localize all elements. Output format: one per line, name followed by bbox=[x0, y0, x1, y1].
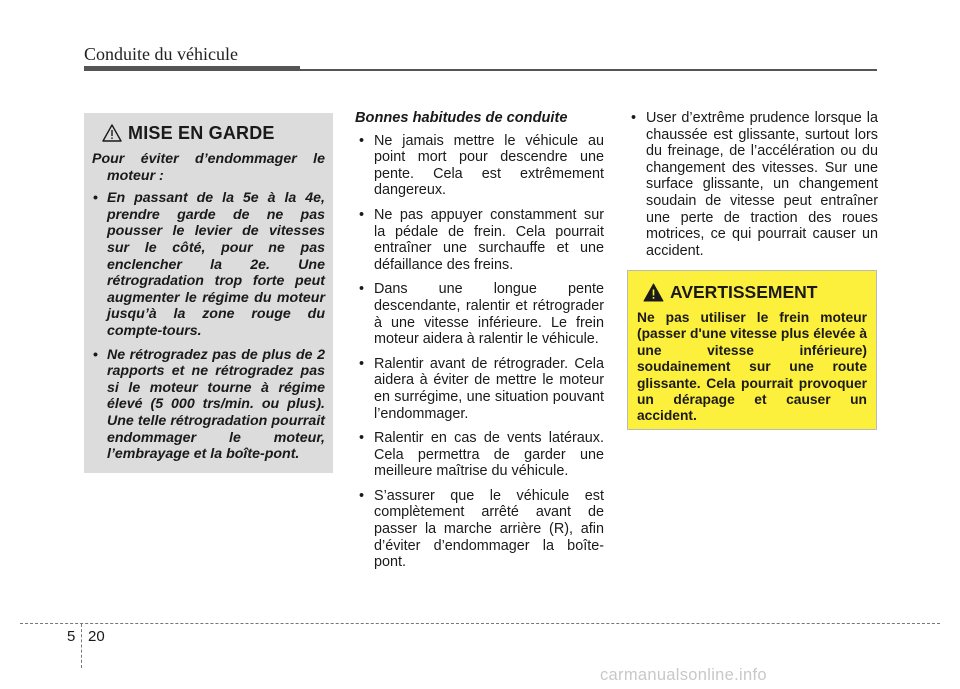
list-item: • Ne pas appuyer constamment sur la pédale de frein. Cela pourrait entraîner une surchauffe et une défaillance des freins. bbox=[355, 207, 604, 273]
caution-intro: Pour éviter d’endommager le moteur : bbox=[92, 151, 325, 184]
caution-list bbox=[92, 190, 325, 463]
list-item: • Ralentir en cas de vents latéraux. Cela permettra de garder une meilleure maîtrise du véhicule. bbox=[355, 430, 604, 480]
warning-title: AVERTISSEMENT bbox=[670, 281, 818, 302]
warning-header bbox=[643, 280, 867, 304]
warning-body: Ne pas utiliser le frein moteur (passer d'une vitesse plus élevée à une vitesse inférieure) soudainement sur une route glissante. Cela pourrait provoquer un dérapage et causer un accident. bbox=[637, 310, 867, 424]
watermark: carmanualsonline.info bbox=[600, 666, 767, 684]
section-title: Conduite du véhicule bbox=[84, 44, 238, 64]
footer-rule bbox=[20, 623, 940, 624]
list-item: • Dans une longue pente descendante, ralentir et rétrograder à une vitesse inférieure. Le frein moteur aidera à ralentir le véhicule. bbox=[355, 281, 604, 347]
caution-title: MISE EN GARDE bbox=[128, 122, 275, 143]
warning-triangle-icon bbox=[102, 124, 122, 142]
caution-item: • En passant de la 5e à la 4e, prendre garde de ne pas pousser le levier de vitesses sur le côté, pour ne pas enclencher la 2e. Une rétrogradation trop forte peut augmenter le régime du moteur jusqu’à la zone rouge du compte-tours. bbox=[92, 190, 325, 339]
driving-habits-list bbox=[355, 133, 604, 571]
caution-box bbox=[84, 113, 333, 473]
caution-item: • Ne rétrogradez pas de plus de 2 rapports et ne rétrogradez pas si le moteur tourne à régime élevé (5 000 trs/min. ou plus). Une telle rétrogradation pourrait endommager le moteur, l’embrayage et la boîte-pont. bbox=[92, 347, 325, 463]
list-item: • Ralentir avant de rétrograder. Cela aidera à éviter de mettre le moteur en surrégime, une situation pouvant l’endommager. bbox=[355, 356, 604, 422]
page-number: 20 bbox=[88, 628, 105, 645]
list-item: • Ne jamais mettre le véhicule au point mort pour descendre une pente. Cela est extrêmement dangereux. bbox=[355, 133, 604, 199]
list-item: • User d’extrême prudence lorsque la chaussée est glissante, surtout lors du freinage, de l’accélération ou du changement des vitesses. Sur une surface glissante, un changement soudain de vitesse peut entraîner une perte de traction des roues motrices, ce qui pourrait causer un accident. bbox=[627, 110, 878, 259]
caution-body bbox=[92, 151, 325, 463]
warning-box bbox=[627, 270, 877, 430]
driving-habits-list-right bbox=[627, 110, 878, 259]
driving-habits-heading: Bonnes habitudes de conduite bbox=[355, 110, 568, 126]
warning-triangle-icon bbox=[643, 283, 664, 302]
list-item: • S’assurer que le véhicule est complètement arrêté avant de passer la marche arrière (R), afin d’éviter d’endommager la boîte-pont. bbox=[355, 488, 604, 571]
header-rule-thick bbox=[84, 66, 300, 71]
footer-divider bbox=[81, 624, 82, 668]
header-rule-thin bbox=[300, 69, 877, 71]
driving-habits-column bbox=[355, 110, 604, 579]
chapter-number: 5 bbox=[67, 628, 76, 645]
caution-header bbox=[102, 121, 325, 145]
driving-habits-column-right bbox=[627, 110, 878, 267]
